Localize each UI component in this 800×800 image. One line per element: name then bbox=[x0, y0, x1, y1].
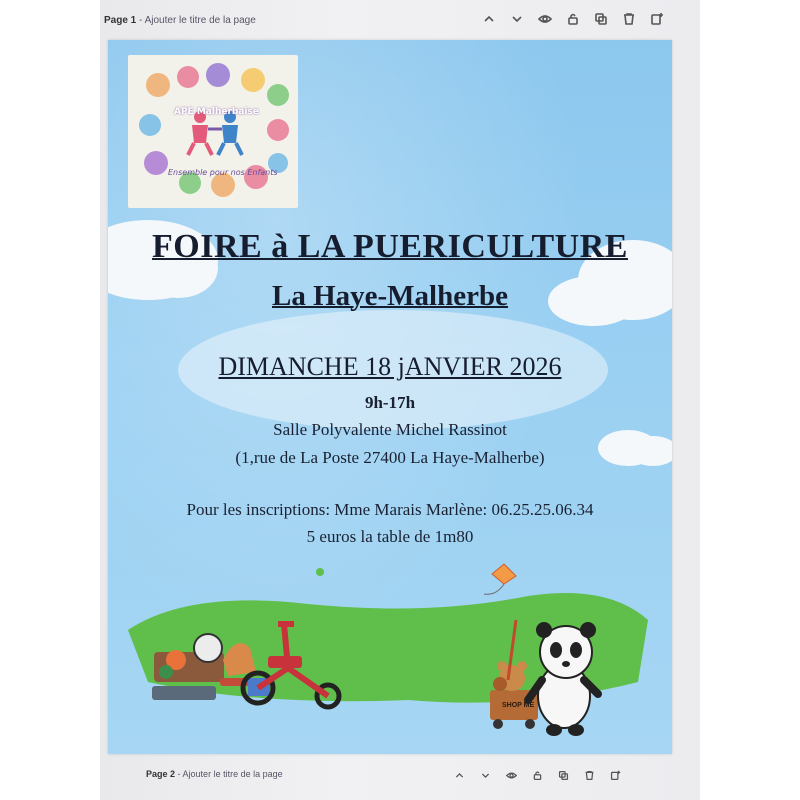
page-separator: - bbox=[175, 769, 183, 779]
event-venue: Salle Polyvalente Michel Rassinot bbox=[273, 420, 507, 439]
kite-icon bbox=[484, 564, 516, 594]
page-toolbar bbox=[480, 10, 666, 28]
illustration-scene bbox=[108, 560, 672, 754]
grass-dot bbox=[316, 568, 324, 576]
add-page-icon[interactable] bbox=[648, 10, 666, 28]
cart-label: SHOP ME bbox=[502, 702, 535, 709]
page-title-placeholder[interactable]: Ajouter le titre de la page bbox=[144, 14, 256, 26]
table-price: 5 euros la table de 1m80 bbox=[306, 527, 474, 546]
association-logo bbox=[128, 55, 298, 208]
add-page-icon[interactable] bbox=[606, 766, 624, 784]
eye-icon[interactable] bbox=[536, 10, 554, 28]
page-1-header bbox=[100, 6, 700, 34]
page-2-title[interactable] bbox=[146, 769, 283, 779]
logo-name: APE Malherbaise bbox=[174, 107, 259, 117]
event-address: (1,rue de La Poste 27400 La Haye-Malherbe) bbox=[235, 448, 545, 467]
poster-subtitle: La Haye-Malherbe bbox=[272, 280, 508, 312]
page-number: Page 2 bbox=[146, 769, 176, 779]
registration-contact: Pour les inscriptions: Mme Marais Marlène: 06.25.25.06.34 bbox=[186, 500, 594, 519]
poster-page[interactable] bbox=[108, 40, 672, 754]
event-hours: 9h-17h bbox=[364, 393, 416, 412]
handprints-graphic bbox=[128, 55, 298, 208]
page-toolbar bbox=[450, 766, 624, 784]
logo-tagline: Ensemble pour nos Enfants bbox=[168, 168, 278, 177]
lock-icon[interactable] bbox=[564, 10, 582, 28]
eye-icon[interactable] bbox=[502, 766, 520, 784]
page-title-placeholder[interactable]: Ajouter le titre de la page bbox=[182, 769, 283, 779]
event-date: DIMANCHE 18 jANVIER 2026 bbox=[218, 352, 562, 381]
poster-title: FOIRE à LA PUERICULTURE bbox=[152, 228, 628, 265]
chevron-down-icon[interactable] bbox=[508, 10, 526, 28]
trash-icon[interactable] bbox=[580, 766, 598, 784]
duplicate-icon[interactable] bbox=[592, 10, 610, 28]
trash-icon[interactable] bbox=[620, 10, 638, 28]
page-1-title[interactable] bbox=[104, 15, 256, 26]
page-separator: - bbox=[136, 14, 145, 26]
lock-icon[interactable] bbox=[528, 766, 546, 784]
chevron-up-icon[interactable] bbox=[450, 766, 468, 784]
chevron-up-icon[interactable] bbox=[480, 10, 498, 28]
page-number: Page 1 bbox=[104, 14, 137, 26]
page-2-header bbox=[100, 760, 700, 788]
duplicate-icon[interactable] bbox=[554, 766, 572, 784]
chevron-down-icon[interactable] bbox=[476, 766, 494, 784]
